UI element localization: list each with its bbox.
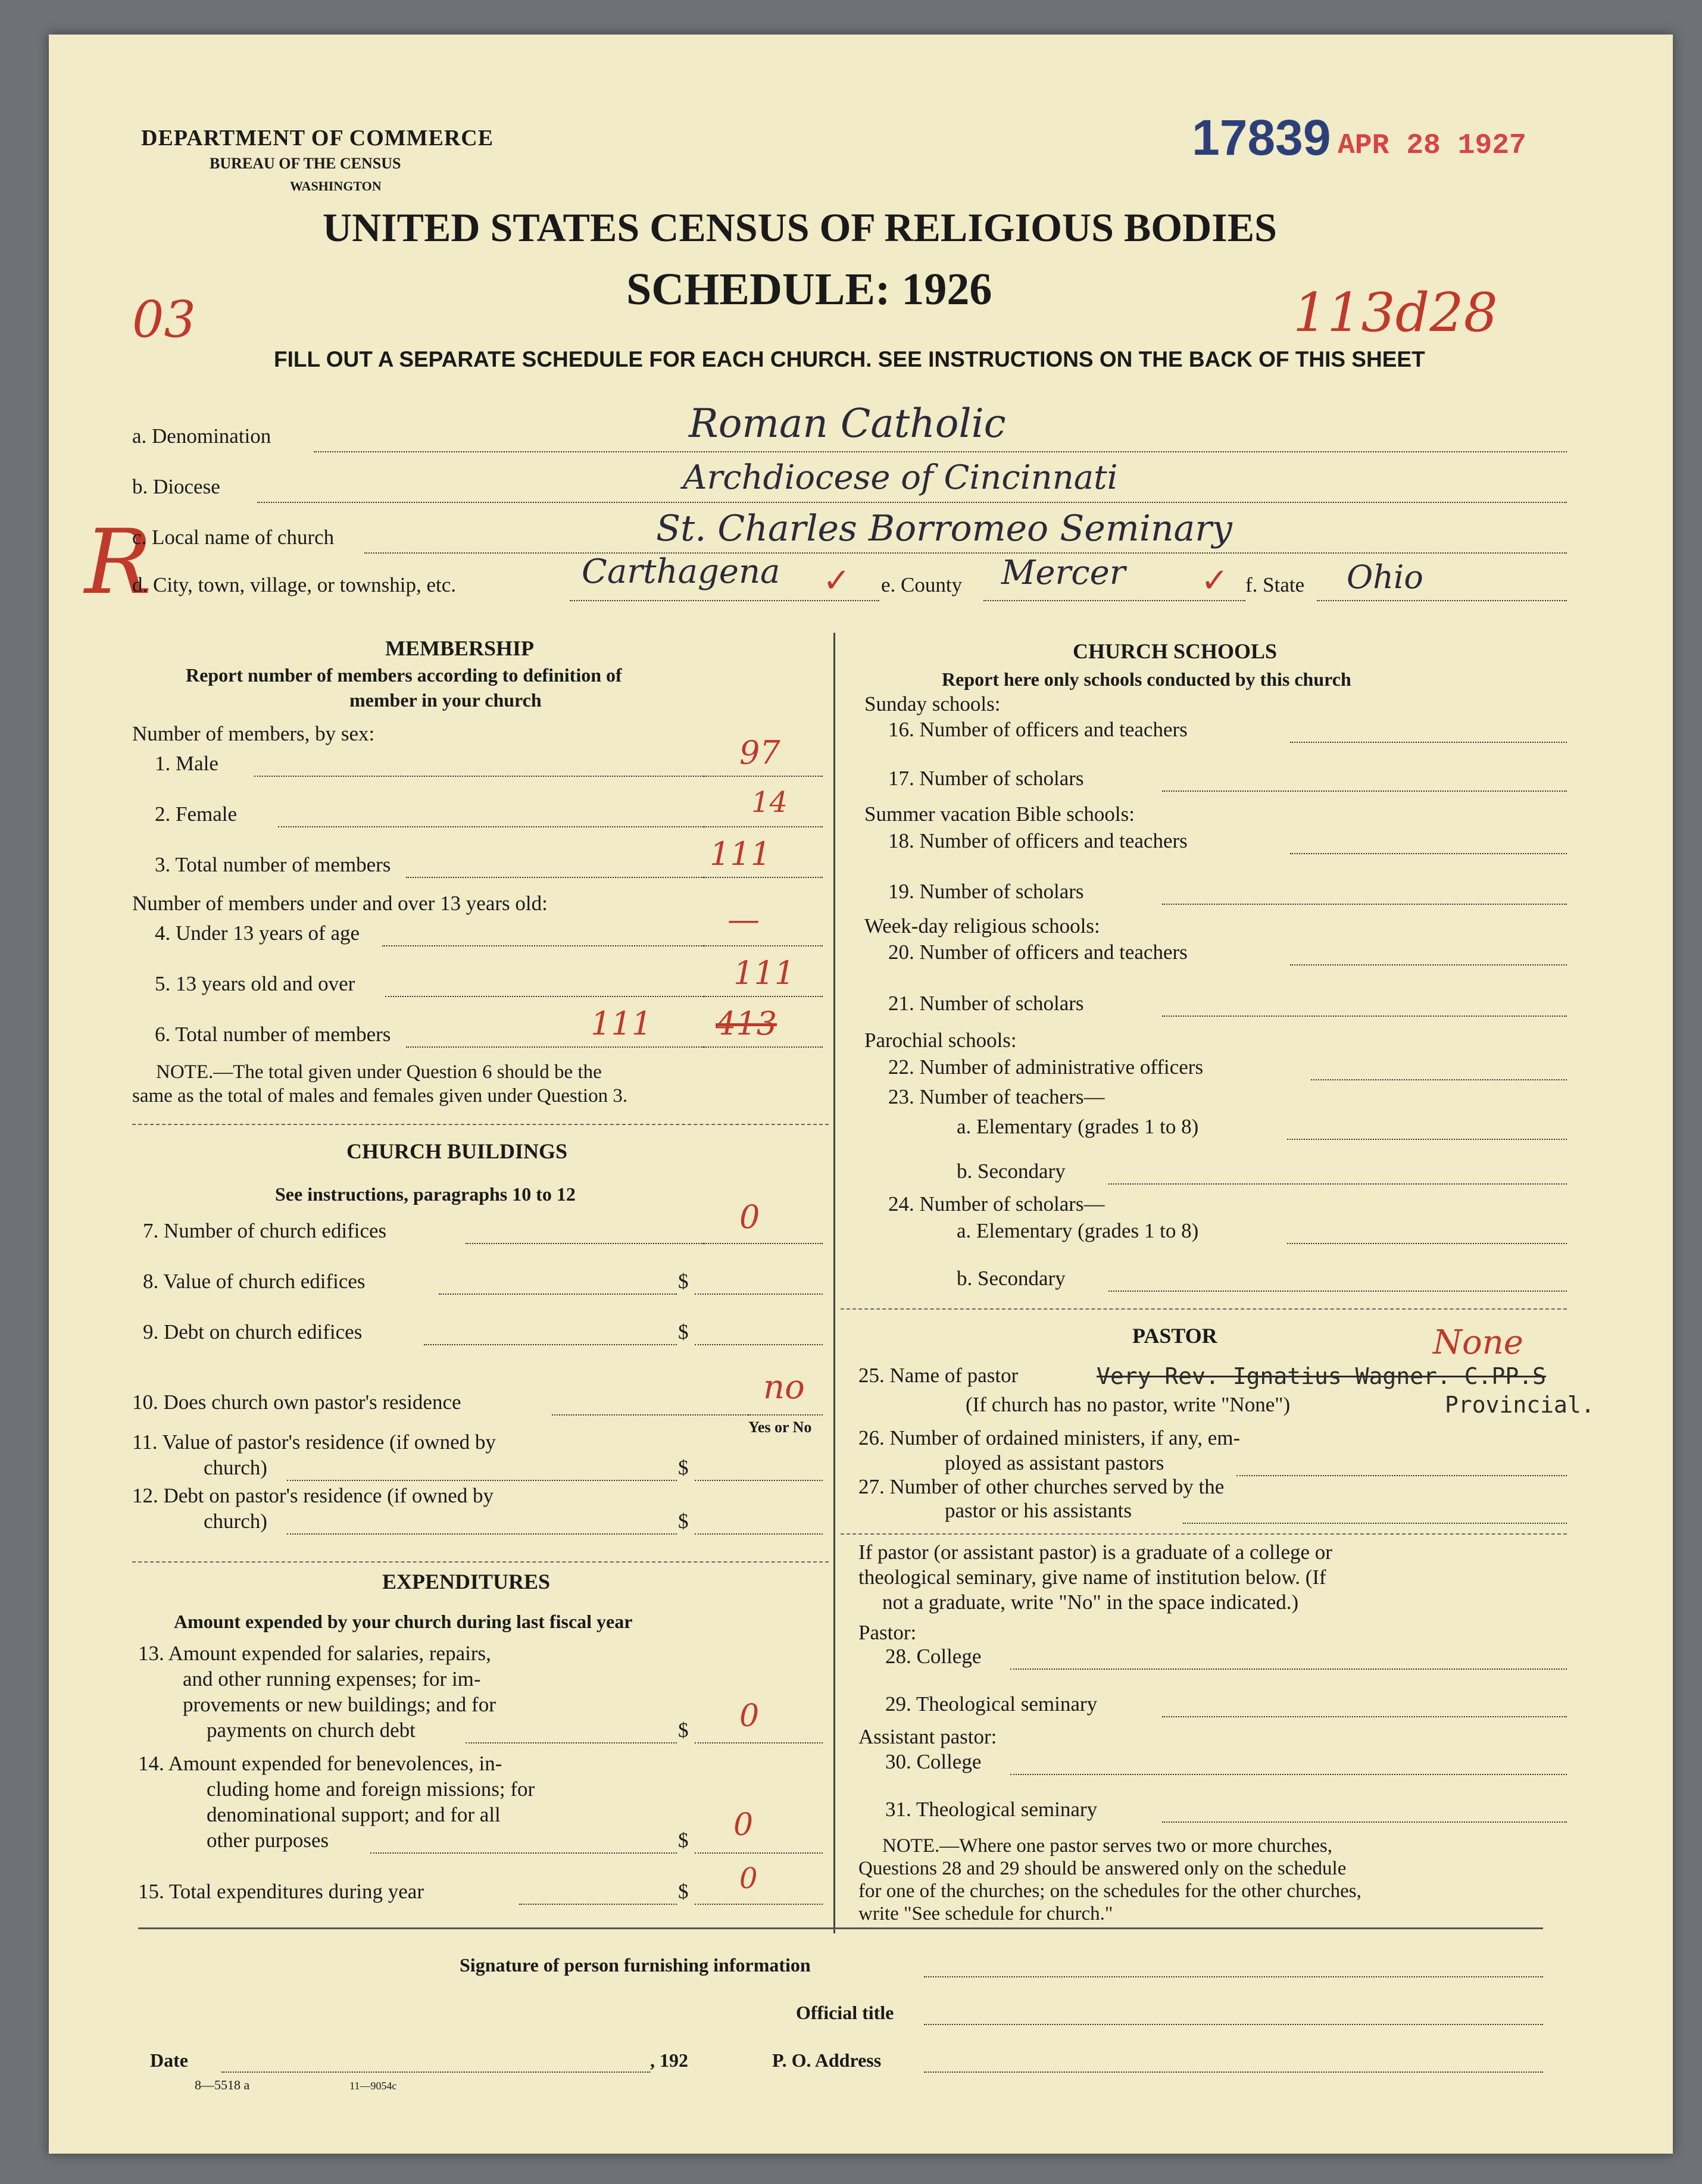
official-title-label: Official title: [796, 2002, 894, 2023]
state-label: f. State: [1245, 573, 1305, 596]
membership-title: MEMBERSHIP: [385, 636, 535, 660]
check-mark: ✓: [1201, 563, 1229, 599]
q13-label-3: provements or new buildings; and for: [183, 1693, 496, 1716]
graduate-instruction-3: not a graduate, write "No" in the space indicated.): [882, 1591, 1299, 1614]
q25-label: 25. Name of pastor: [858, 1364, 1019, 1387]
q25-note: (If church has no pastor, write "None"): [966, 1393, 1291, 1416]
q14-label-2: cluding home and foreign missions; for: [207, 1777, 535, 1801]
q14-label-4: other purposes: [207, 1829, 329, 1852]
q15-total-value[interactable]: 0: [739, 1862, 758, 1895]
pastor-subheading: Pastor:: [858, 1621, 917, 1644]
q16-label: 16. Number of officers and teachers: [888, 718, 1188, 741]
q17-label: 17. Number of scholars: [888, 767, 1084, 790]
buildings-title: CHURCH BUILDINGS: [346, 1139, 568, 1163]
q14-benevolences-value[interactable]: 0: [733, 1807, 754, 1843]
q27-label: 27. Number of other churches served by the: [858, 1475, 1225, 1498]
graduate-instruction-1: If pastor (or assistant pastor) is a graduate of a college or: [858, 1541, 1332, 1564]
q23b-label: b. Secondary: [957, 1160, 1066, 1183]
form-title: UNITED STATES CENSUS OF RELIGIOUS BODIES: [323, 205, 1277, 250]
q25-typed-title: Provincial.: [1445, 1392, 1595, 1418]
q6-struck-value: 413: [716, 1005, 777, 1042]
graduate-instruction-2: theological seminary, give name of institution below. (If: [858, 1566, 1326, 1589]
expenditures-title: EXPENDITURES: [382, 1570, 551, 1594]
q9-label: 9. Debt on church edifices: [143, 1320, 363, 1343]
q24-label: 24. Number of scholars—: [888, 1192, 1105, 1216]
margin-r-mark: R: [85, 511, 152, 614]
department-heading: DEPARTMENT OF COMMERCE: [141, 126, 494, 151]
by-sex-label: Number of members, by sex:: [132, 722, 375, 745]
q2-female-value[interactable]: 14: [751, 786, 788, 819]
pastor-note-3: for one of the churches; on the schedules for the other churches,: [858, 1880, 1361, 1902]
received-date-stamp: APR 28 1927: [1338, 130, 1526, 162]
city-heading: WASHINGTON: [290, 179, 382, 193]
po-address-label: P. O. Address: [772, 2049, 882, 2071]
q11-label-2: church): [204, 1456, 267, 1479]
q13-label: 13. Amount expended for salaries, repairs,: [138, 1642, 491, 1665]
q15-label: 15. Total expenditures during year: [138, 1880, 424, 1903]
q24a-label: a. Elementary (grades 1 to 8): [957, 1219, 1199, 1242]
buildings-subtitle: See instructions, paragraphs 10 to 12: [275, 1183, 576, 1205]
schools-subtitle: Report here only schools conducted by this church: [942, 668, 1351, 690]
check-mark: ✓: [823, 563, 851, 599]
weekday-schools-label: Week-day religious schools:: [864, 914, 1100, 938]
date-label: Date: [150, 2049, 188, 2071]
membership-note-2: same as the total of males and females given under Question 3.: [132, 1085, 628, 1107]
dollar-sign: $: [678, 1829, 689, 1852]
date-field[interactable]: [221, 2071, 650, 2073]
column-divider: [833, 633, 835, 1933]
q4-label: 4. Under 13 years of age: [155, 921, 360, 945]
city-value[interactable]: Carthagena: [582, 552, 780, 591]
dollar-sign: $: [678, 1456, 689, 1479]
yes-no-hint: Yes or No: [748, 1418, 812, 1436]
q4-under13-value[interactable]: —: [727, 901, 760, 938]
pastor-note-4: write "See schedule for church.": [858, 1903, 1113, 1924]
q1-label: 1. Male: [155, 752, 218, 775]
schedule-title: SCHEDULE: 1926: [626, 264, 992, 314]
q31-label: 31. Theological seminary: [885, 1798, 1098, 1821]
stamp-number: 17839: [1192, 110, 1331, 165]
q5-over13-value[interactable]: 111: [733, 954, 795, 992]
q7-label: 7. Number of church edifices: [143, 1219, 387, 1242]
q11-label: 11. Value of pastor's residence (if owned by: [132, 1430, 496, 1454]
census-schedule-sheet: [49, 35, 1673, 2154]
pastor-note-2: Questions 28 and 29 should be answered only on the schedule: [858, 1858, 1347, 1879]
q3-label: 3. Total number of members: [155, 853, 391, 876]
sunday-schools-label: Sunday schools:: [864, 692, 1001, 715]
parochial-schools-label: Parochial schools:: [864, 1029, 1017, 1052]
membership-note-1: NOTE.—The total given under Question 6 should be the: [156, 1061, 602, 1083]
q14-label: 14. Amount expended for benevolences, in-: [138, 1752, 502, 1775]
city-label: d. City, town, village, or township, etc.: [132, 573, 457, 596]
q25-handwritten-none[interactable]: None: [1433, 1323, 1523, 1362]
diocese-label: b. Diocese: [132, 475, 220, 498]
q13-running-expenses-value[interactable]: 0: [739, 1698, 760, 1734]
q25-typed-name[interactable]: Very Rev. Ignatius Wagner. C.PP.S: [1097, 1363, 1546, 1389]
q24b-label: b. Secondary: [957, 1267, 1066, 1290]
q7-edifices-value[interactable]: 0: [739, 1198, 760, 1236]
q30-label: 30. College: [885, 1750, 982, 1773]
county-value[interactable]: Mercer: [1001, 554, 1126, 592]
pastor-title: PASTOR: [1132, 1324, 1217, 1348]
signature-field[interactable]: [924, 1976, 1543, 1977]
schools-title: CHURCH SCHOOLS: [1073, 639, 1278, 663]
q27-label-2: pastor or his assistants: [945, 1499, 1132, 1522]
q1-male-value[interactable]: 97: [739, 734, 780, 771]
q2-label: 2. Female: [155, 802, 238, 826]
bottom-rule: [138, 1927, 1543, 1929]
year-suffix: , 192: [650, 2049, 688, 2071]
denomination-label: a. Denomination: [132, 424, 271, 448]
local-name-label: c. Local name of church: [132, 526, 335, 549]
q28-label: 28. College: [885, 1645, 982, 1668]
dollar-sign: $: [678, 1320, 689, 1343]
summer-schools-label: Summer vacation Bible schools:: [864, 802, 1135, 826]
q22-label: 22. Number of administrative officers: [888, 1055, 1204, 1079]
dollar-sign: $: [678, 1510, 689, 1533]
q19-label: 19. Number of scholars: [888, 880, 1084, 903]
membership-subtitle-1: Report number of members according to definition of: [186, 664, 622, 686]
q6-total-value[interactable]: 111: [591, 1005, 652, 1042]
assistant-subheading: Assistant pastor:: [858, 1725, 997, 1748]
membership-subtitle-2: member in your church: [349, 689, 542, 711]
q21-label: 21. Number of scholars: [888, 992, 1084, 1015]
state-value[interactable]: Ohio: [1347, 558, 1423, 596]
q20-label: 20. Number of officers and teachers: [888, 941, 1188, 964]
print-number: 11—9054c: [349, 2080, 397, 2092]
q14-label-3: denominational support; and for all: [207, 1803, 501, 1826]
q18-label: 18. Number of officers and teachers: [888, 829, 1188, 852]
form-number: 8—5518 a: [195, 2077, 250, 2092]
denomination-value[interactable]: Roman Catholic: [689, 401, 1006, 446]
q5-label: 5. 13 years old and over: [155, 972, 355, 995]
classification-code: 113d28: [1293, 282, 1498, 344]
dollar-sign: $: [678, 1880, 689, 1903]
q10-residence-value[interactable]: no: [763, 1368, 805, 1407]
instruction-line: FILL OUT A SEPARATE SCHEDULE FOR EACH CHURCH. SEE INSTRUCTIONS ON THE BACK OF THIS SHEET: [274, 347, 1425, 371]
q6-label: 6. Total number of members: [155, 1023, 391, 1046]
diocese-value[interactable]: Archdiocese of Cincinnati: [683, 458, 1118, 497]
q13-label-4: payments on church debt: [207, 1719, 416, 1742]
q3-total-value[interactable]: 111: [710, 835, 772, 873]
q29-label: 29. Theological seminary: [885, 1692, 1098, 1716]
dollar-sign: $: [678, 1719, 689, 1742]
q8-label: 8. Value of church edifices: [143, 1270, 366, 1293]
signature-label: Signature of person furnishing information: [460, 1954, 811, 1976]
q13-label-2: and other running expenses; for im-: [183, 1667, 481, 1691]
q10-label: 10. Does church own pastor's residence: [132, 1391, 461, 1414]
q23a-label: a. Elementary (grades 1 to 8): [957, 1115, 1199, 1138]
county-label: e. County: [881, 573, 963, 596]
dollar-sign: $: [678, 1270, 689, 1293]
local-name-value[interactable]: St. Charles Borromeo Seminary: [656, 508, 1232, 549]
margin-code: 03: [132, 290, 196, 349]
pastor-note-1: NOTE.—Where one pastor serves two or more churches,: [882, 1835, 1332, 1857]
by-age-label: Number of members under and over 13 years old:: [132, 892, 548, 915]
q23-label: 23. Number of teachers—: [888, 1085, 1105, 1108]
q12-label: 12. Debt on pastor's residence (if owned by: [132, 1484, 494, 1507]
official-title-field[interactable]: [924, 2024, 1543, 2025]
po-address-field[interactable]: [924, 2071, 1543, 2073]
q26-label: 26. Number of ordained ministers, if any, em-: [858, 1426, 1241, 1449]
bureau-heading: BUREAU OF THE CENSUS: [210, 155, 401, 172]
q26-label-2: ployed as assistant pastors: [945, 1451, 1164, 1474]
expenditures-subtitle: Amount expended by your church during last fiscal year: [174, 1611, 633, 1632]
q12-label-2: church): [204, 1510, 267, 1533]
